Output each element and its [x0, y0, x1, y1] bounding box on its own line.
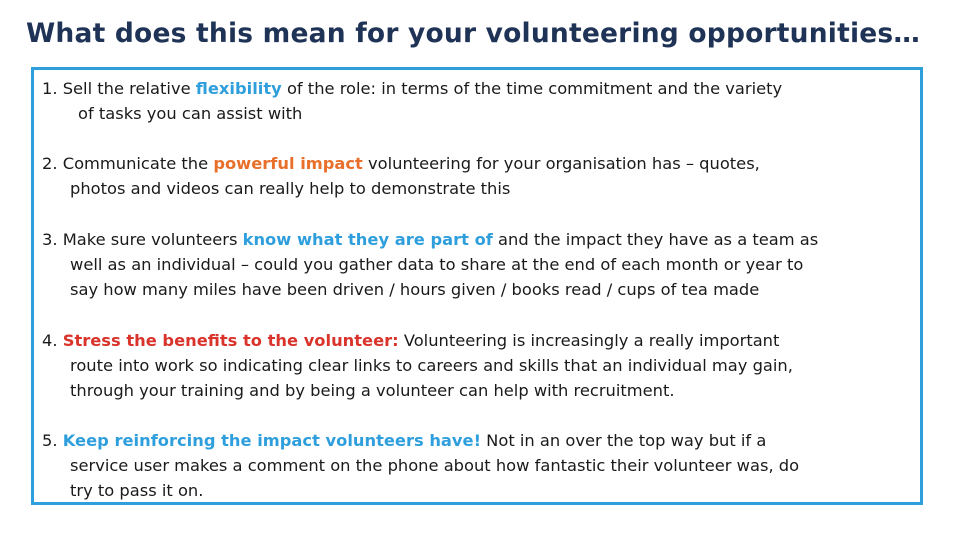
list-item-5-line-3: try to pass it on. — [70, 481, 204, 500]
list-item-3-line-2: well as an individual – could you gather data to share at the end of each month or year to — [70, 255, 804, 274]
list-item-2-line-1: 2. Communicate the powerful impact volunteering for your organisation has – quotes, — [42, 154, 760, 173]
highlight-flexibility: flexibility — [195, 79, 282, 98]
list-item-4 — [42, 328, 793, 403]
list-item-2-line-2: photos and videos can really help to demonstrate this — [70, 179, 511, 198]
list-item-3-line-3: say how many miles have been driven / hours given / books read / cups of tea made — [70, 280, 760, 299]
list-item-5-line-1: 5. Keep reinforcing the impact volunteers have! Not in an over the top way but if a — [42, 431, 767, 450]
list-item-4-line-2: route into work so indicating clear links to careers and skills that an individual may gain, — [70, 356, 793, 375]
highlight-powerful-impact: powerful impact — [213, 154, 363, 173]
list-item-1-line-2: of tasks you can assist with — [78, 104, 303, 123]
highlight-keep-reinforcing: Keep reinforcing the impact volunteers have! — [62, 431, 481, 450]
list-item-5-line-2: service user makes a comment on the phone about how fantastic their volunteer was, do — [70, 456, 800, 475]
list-item-3-line-1: 3. Make sure volunteers know what they are part of and the impact they have as a team as — [42, 230, 819, 249]
page-title: What does this mean for your volunteering opportunities… — [26, 18, 921, 49]
list-item-5 — [42, 428, 799, 503]
list-item-2 — [42, 151, 760, 201]
highlight-know-what-they-are-part-of: know what they are part of — [242, 230, 493, 249]
highlight-stress-benefits: Stress the benefits to the volunteer: — [62, 331, 399, 350]
content-box — [31, 67, 923, 505]
list-item-4-line-3: through your training and by being a volunteer can help with recruitment. — [70, 381, 675, 400]
list-item-1 — [42, 76, 782, 126]
list-item-3 — [42, 227, 818, 302]
list-item-1-line-1: 1. Sell the relative flexibility of the role: in terms of the time commitment and the variety — [42, 79, 783, 98]
list-item-4-line-1: 4. Stress the benefits to the volunteer: Volunteering is increasingly a really important — [42, 331, 780, 350]
